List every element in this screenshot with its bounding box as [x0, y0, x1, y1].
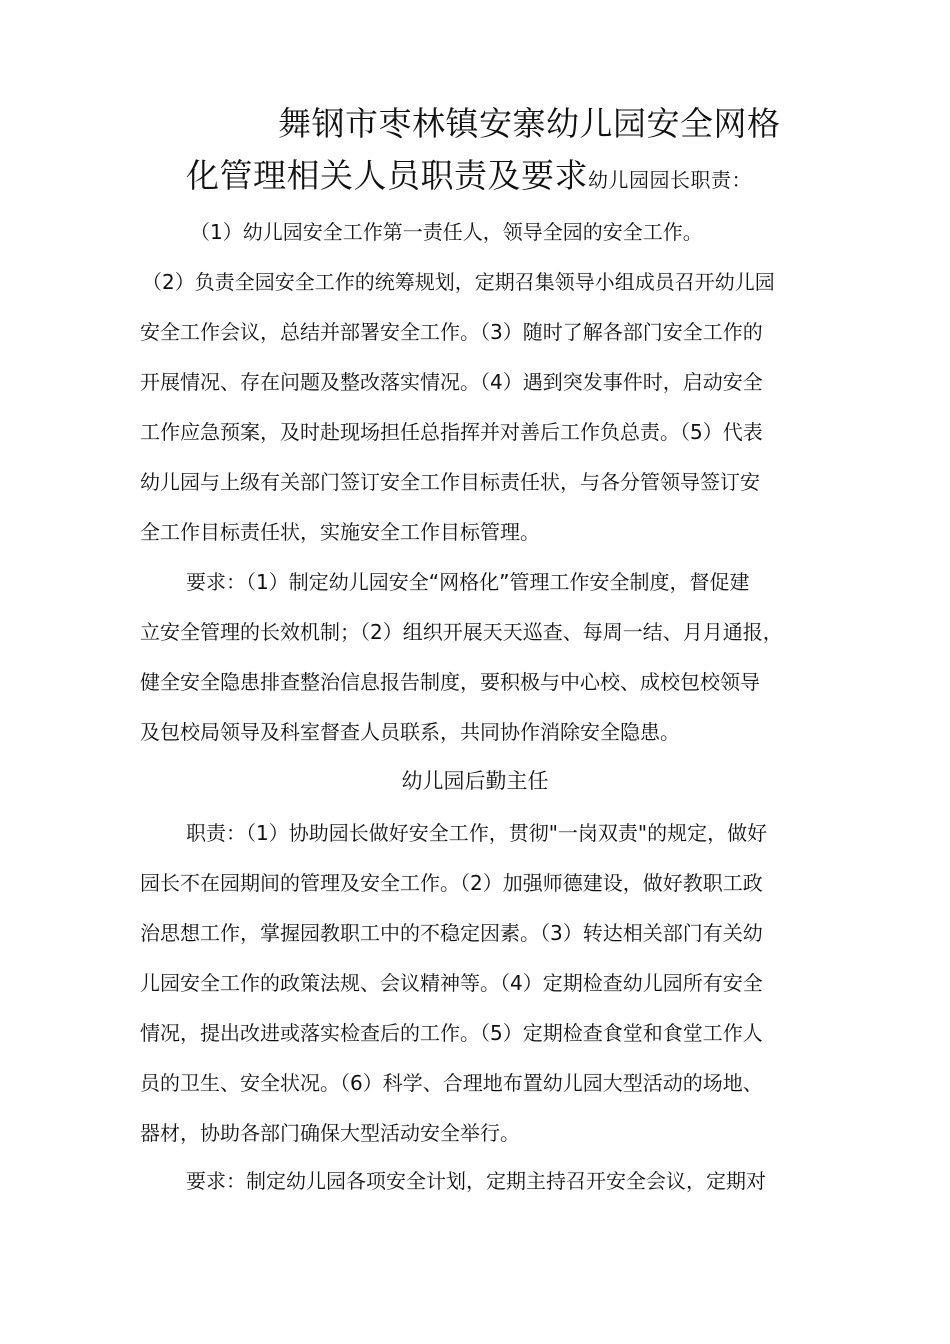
principal-requirement-line: 及包校局领导及科室督查人员联系，共同协作消除安全隐患。 [140, 720, 680, 744]
principal-duty-line: 开展情况、存在问题及整改落实情况。（4）遇到突发事件时，启动安全 [140, 370, 763, 394]
principal-duty-line: （1）幼儿园安全工作第一责任人，领导全园的安全工作。 [190, 220, 703, 244]
logistics-duty-line: 器材，协助各部门确保大型活动安全举行。 [140, 1121, 520, 1145]
principal-duty-line: 工作应急预案，及时赴现场担任总指挥并对善后工作负总责。（5）代表 [140, 420, 763, 444]
principal-duty-line: （2）负责全园安全工作的统筹规划，定期召集领导小组成员召开幼儿园 [142, 270, 775, 294]
document-title-line-2 [186, 154, 752, 202]
principal-requirement-line: 立安全管理的长效机制；（2）组织开展天天巡查、每周一结、月月通报， [140, 620, 783, 644]
principal-duty-line: 安全工作会议，总结并部署安全工作。（3）随时了解各部门安全工作的 [140, 320, 763, 344]
document-title-line-2-main: 化管理相关人员职责及要求 [186, 156, 588, 195]
principal-requirement-line: 健全安全隐患排查整治信息报告制度，要积极与中心校、成校包校领导 [140, 670, 760, 694]
principal-duty-line: 幼儿园与上级有关部门签订安全工作目标责任状，与各分管领导签订安 [140, 470, 760, 494]
logistics-duty-line: 治思想工作，掌握园教职工中的不稳定因素。（3）转达相关部门有关幼 [140, 921, 763, 945]
logistics-duty-line: 职责：（1）协助园长做好安全工作，贯彻"一岗双责"的规定，做好 [186, 821, 768, 845]
principal-duty-line: 全工作目标责任状，实施安全工作目标管理。 [140, 520, 540, 544]
logistics-duty-line: 园长不在园期间的管理及安全工作。（2）加强师德建设，做好教职工政 [140, 871, 763, 895]
principal-duties-heading: 幼儿园园长职责： [588, 168, 752, 192]
logistics-duty-line: 情况，提出改进或落实检查后的工作。（5）定期检查食堂和食堂工作人 [140, 1021, 763, 1045]
logistics-director-heading: 幼儿园后勤主任 [401, 769, 549, 793]
document-title-line-1: 舞钢市枣林镇安寨幼儿园安全网格 [278, 104, 781, 143]
logistics-duty-line: 儿园安全工作的政策法规、会议精神等。（4）定期检查幼儿园所有安全 [140, 971, 763, 995]
logistics-duty-line: 员的卫生、安全状况。（6）科学、合理地布置幼儿园大型活动的场地、 [140, 1071, 763, 1095]
principal-requirement-line: 要求：（1）制定幼儿园安全“网格化”管理工作安全制度，督促建 [186, 570, 750, 594]
logistics-requirement-line: 要求：制定幼儿园各项安全计划，定期主持召开安全会议，定期对 [186, 1169, 766, 1193]
